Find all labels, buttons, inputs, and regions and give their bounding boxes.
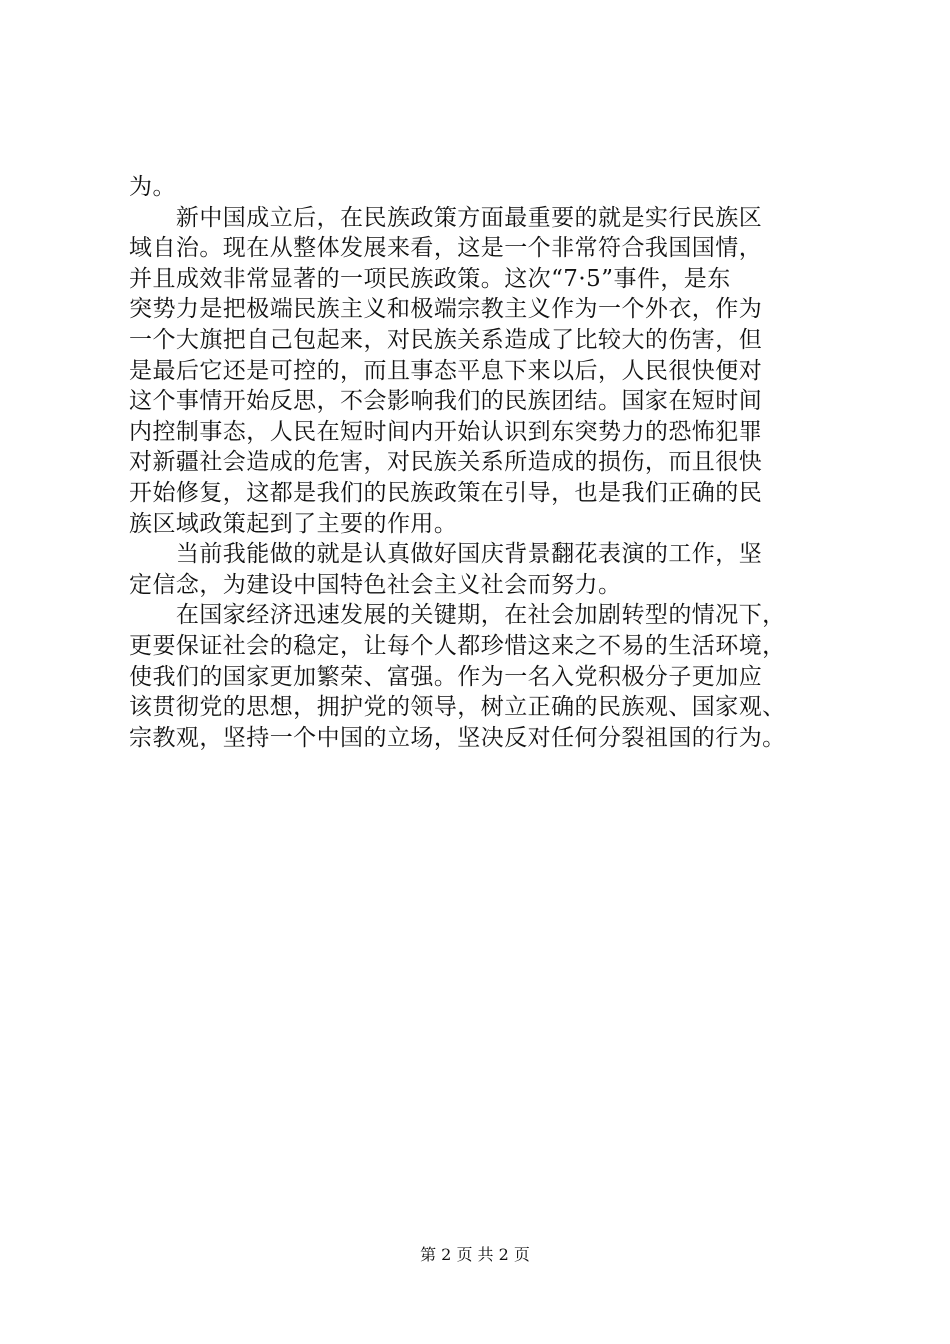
text-line: 当前我能做的就是认真做好国庆背景翻花表演的工作，坚 xyxy=(129,541,763,568)
text-line: 更要保证社会的稳定，让每个人都珍惜这来之不易的生活环境， xyxy=(129,632,786,659)
text-line: 为。 xyxy=(129,174,176,200)
text-line: 该贯彻党的思想，拥护党的领导，树立正确的民族观、国家观、 xyxy=(129,694,786,721)
text-line: 一个大旗把自己包起来，对民族关系造成了比较大的伤害，但 xyxy=(129,326,763,353)
text-line: 在国家经济迅速发展的关键期，在社会加剧转型的情况下， xyxy=(129,602,786,629)
text-line: 对新疆社会造成的危害，对民族关系所造成的损伤，而且很快 xyxy=(129,449,763,476)
text-line: 是最后它还是可控的，而且事态平息下来以后，人民很快便对 xyxy=(129,357,763,384)
text-line: 定信念，为建设中国特色社会主义社会而努力。 xyxy=(129,571,622,598)
text-line: 域自治。现在从整体发展来看，这是一个非常符合我国国情， xyxy=(129,235,763,262)
text-line: 使我们的国家更加繁荣、富强。作为一名入党积极分子更加应 xyxy=(129,663,763,690)
text-line: 并且成效非常显著的一项民族政策。这次“7·5”事件，是东 xyxy=(129,265,731,292)
text-line: 突势力是把极端民族主义和极端宗教主义作为一个外衣，作为 xyxy=(129,296,763,323)
text-line: 宗教观，坚持一个中国的立场，坚决反对任何分裂祖国的行为。 xyxy=(129,724,786,751)
document-body xyxy=(129,172,829,753)
text-line: 内控制事态，人民在短时间内开始认识到东突势力的恐怖犯罪 xyxy=(129,418,763,445)
text-line: 族区域政策起到了主要的作用。 xyxy=(129,510,458,537)
text-line: 这个事情开始反思，不会影响我们的民族团结。国家在短时间 xyxy=(129,388,763,415)
text-line: 开始修复，这都是我们的民族政策在引导，也是我们正确的民 xyxy=(129,479,763,506)
page-number-footer: 第 2 页 共 2 页 xyxy=(420,1245,530,1264)
text-line: 新中国成立后，在民族政策方面最重要的就是实行民族区 xyxy=(129,204,763,231)
